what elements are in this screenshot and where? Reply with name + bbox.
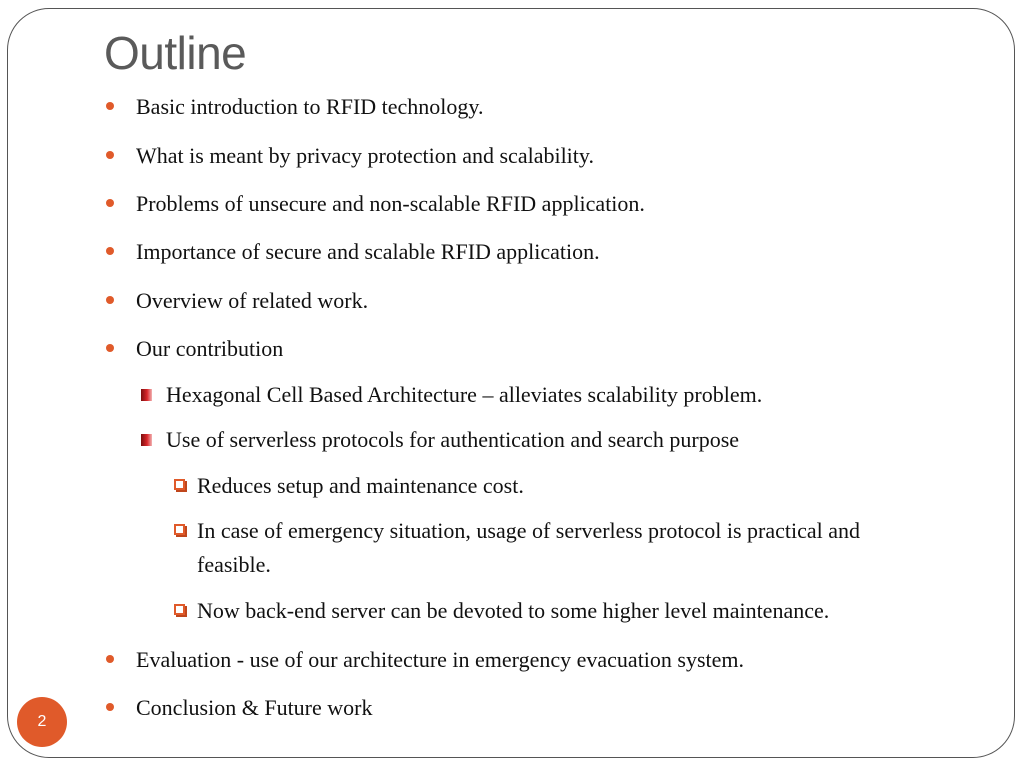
bullet-checkbox-icon: [174, 604, 185, 615]
bullet-checkbox-icon: [174, 479, 185, 490]
bullet-checkbox-icon: [174, 524, 185, 535]
outline-item-6: Our contribution: [136, 336, 284, 361]
outline-subsubitem-2: In case of emergency situation, usage of serverless protocol is practical and: [197, 518, 861, 543]
bullet-dot-icon: [106, 703, 114, 711]
outline-item-5: Overview of related work.: [136, 288, 369, 313]
bullet-dot-icon: [106, 102, 114, 110]
outline-subsubitem-3: Now back-end server can be devoted to some higher level maintenance.: [197, 598, 830, 623]
bullet-dot-icon: [106, 296, 114, 304]
bullet-square-icon: [141, 389, 152, 401]
outline-item-4: Importance of secure and scalable RFID application.: [136, 239, 600, 264]
page-number-badge: 2: [17, 697, 67, 747]
bullet-dot-icon: [106, 344, 114, 352]
outline-item-8: Conclusion & Future work: [136, 695, 373, 720]
outline-item-7: Evaluation - use of our architecture in emergency evacuation system.: [136, 647, 745, 672]
bullet-dot-icon: [106, 199, 114, 207]
outline-item-3: Problems of unsecure and non-scalable RFID application.: [136, 191, 645, 216]
outline-item-2: What is meant by privacy protection and scalability.: [136, 143, 594, 168]
outline-item-1: Basic introduction to RFID technology.: [136, 94, 484, 119]
slide-title: Outline: [104, 27, 247, 79]
bullet-dot-icon: [106, 151, 114, 159]
outline-subitem-2: Use of serverless protocols for authentication and search purpose: [166, 427, 740, 452]
outline-subitem-1: Hexagonal Cell Based Architecture – alleviates scalability problem.: [166, 382, 763, 407]
bullet-square-icon: [141, 434, 152, 446]
bullet-dot-icon: [106, 247, 114, 255]
outline-subsubitem-1: Reduces setup and maintenance cost.: [197, 473, 524, 498]
outline-subsubitem-2-cont: feasible.: [197, 552, 271, 577]
bullet-dot-icon: [106, 655, 114, 663]
